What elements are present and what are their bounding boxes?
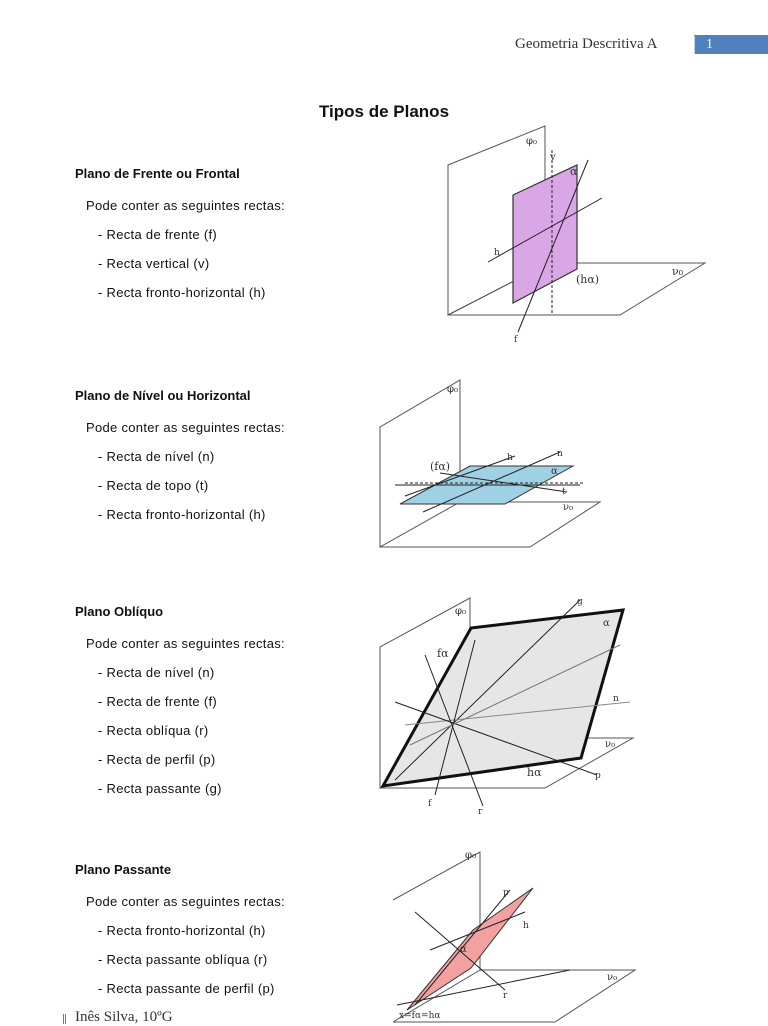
label: (hα): [576, 273, 600, 286]
label: p: [503, 888, 509, 898]
footer-author: Inês Silva, 10ºG: [75, 1009, 173, 1025]
label: n: [613, 694, 619, 704]
label: h: [507, 453, 513, 463]
label: t: [562, 487, 566, 497]
label: α: [603, 618, 610, 629]
figure-passing-plane: [385, 840, 645, 1024]
label: α: [570, 165, 578, 178]
label: φ₀: [465, 850, 477, 861]
section-intro: Pode conter as seguintes rectas:: [86, 420, 285, 435]
page-title: Tipos de Planos: [318, 102, 450, 121]
list-item: - Recta passante oblíqua (r): [98, 952, 268, 967]
header-divider: [694, 36, 695, 54]
list-item: - Recta de nível (n): [98, 665, 215, 680]
page-number: 1: [694, 35, 768, 54]
label: h: [523, 921, 529, 931]
figure-oblique-plane: [375, 590, 640, 820]
list-item: - Recta de perfil (p): [98, 752, 216, 767]
label: f: [514, 335, 518, 345]
label: f: [428, 799, 432, 809]
label: φ₀: [526, 136, 538, 147]
footer-marker: [63, 1014, 66, 1024]
label: v: [550, 152, 556, 163]
label: fα: [437, 647, 449, 660]
section-title: Plano Passante: [75, 862, 172, 877]
list-item: - Recta de frente (f): [98, 694, 218, 709]
section-frontal-plane: [75, 163, 375, 307]
label: ν₀: [672, 265, 684, 278]
label: ν₀: [563, 502, 574, 513]
list-item: - Recta passante de perfil (p): [98, 981, 275, 996]
list-item: - Recta oblíqua (r): [98, 723, 209, 738]
label: ν₀: [605, 739, 616, 750]
list-item: - Recta vertical (v): [98, 256, 210, 271]
label: g: [577, 597, 583, 607]
list-item: - Recta passante (g): [98, 781, 222, 796]
horizontal-projection-plane: [448, 263, 705, 315]
section-passing-plane: [75, 859, 375, 1003]
list-item: - Recta fronto-horizontal (h): [98, 923, 266, 938]
figure-frontal-plane: [440, 120, 715, 345]
label: α: [460, 944, 467, 955]
label: x=fα=hα: [399, 1011, 441, 1021]
section-intro: Pode conter as seguintes rectas:: [86, 198, 285, 213]
label: n: [557, 449, 563, 459]
label: r: [503, 991, 508, 1001]
section-title: Plano de Nível ou Horizontal: [75, 388, 251, 403]
list-item: - Recta de nível (n): [98, 449, 215, 464]
list-item: - Recta fronto-horizontal (h): [98, 285, 266, 300]
list-item: - Recta de topo (t): [98, 478, 209, 493]
figure-horizontal-plane: [375, 370, 605, 555]
label: r: [478, 807, 483, 817]
section-oblique-plane: [75, 601, 375, 803]
label: φ₀: [455, 606, 467, 617]
label: hα: [527, 766, 542, 779]
section-title: Plano de Frente ou Frontal: [75, 166, 240, 181]
label: α: [551, 466, 558, 477]
trace-x: [397, 970, 570, 1005]
document-header-title: Geometria Descritiva A: [515, 36, 658, 52]
list-item: - Recta de frente (f): [98, 227, 218, 242]
label: p: [595, 771, 601, 781]
label: φ₀: [447, 384, 459, 395]
section-intro: Pode conter as seguintes rectas:: [86, 636, 285, 651]
frontal-plane: [513, 165, 577, 303]
section-horizontal-plane: [75, 385, 375, 529]
oblique-plane: [383, 610, 623, 786]
section-title: Plano Oblíquo: [75, 604, 164, 619]
label: ν₀: [607, 972, 618, 983]
label: (fα): [430, 460, 451, 473]
label: h: [494, 248, 500, 258]
list-item: - Recta fronto-horizontal (h): [98, 507, 266, 522]
section-intro: Pode conter as seguintes rectas:: [86, 894, 285, 909]
